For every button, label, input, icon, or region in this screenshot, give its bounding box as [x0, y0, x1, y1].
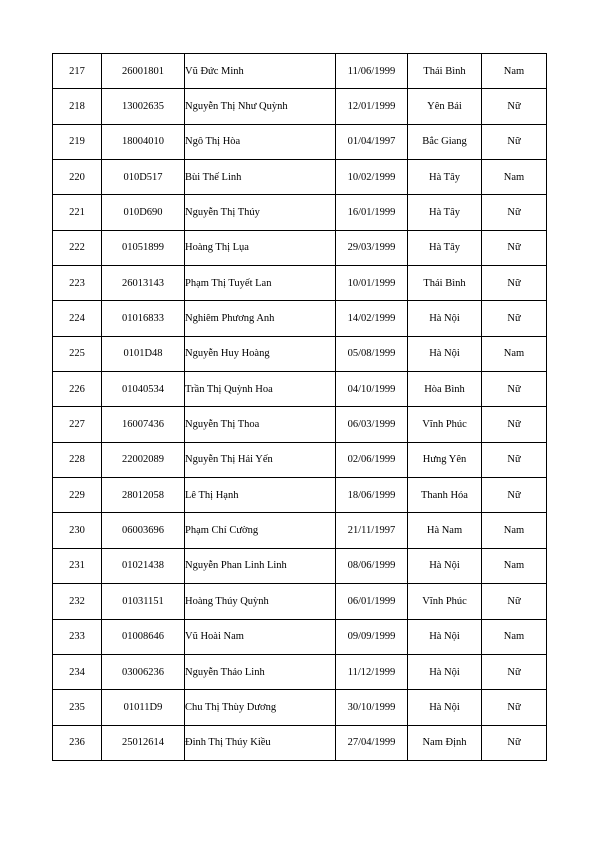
cell-student-code: 01031151	[102, 584, 185, 619]
cell-gender: Nữ	[482, 584, 547, 619]
table-row	[53, 725, 547, 760]
cell-birthplace: Hưng Yên	[408, 442, 482, 477]
cell-full-name: Đinh Thị Thúy Kiều	[185, 725, 336, 760]
cell-birthplace: Bắc Giang	[408, 124, 482, 159]
cell-gender: Nữ	[482, 124, 547, 159]
cell-birthplace: Nam Định	[408, 725, 482, 760]
cell-student-code: 28012058	[102, 478, 185, 513]
cell-index: 231	[53, 548, 102, 583]
cell-gender: Nữ	[482, 372, 547, 407]
cell-full-name: Nguyễn Thị Thoa	[185, 407, 336, 442]
cell-full-name: Nghiêm Phương Anh	[185, 301, 336, 336]
cell-full-name: Nguyễn Phan Linh Linh	[185, 548, 336, 583]
table-row	[53, 301, 547, 336]
table-row	[53, 195, 547, 230]
cell-date-of-birth: 16/01/1999	[336, 195, 408, 230]
cell-index: 218	[53, 89, 102, 124]
cell-index: 217	[53, 54, 102, 89]
cell-full-name: Chu Thị Thùy Dương	[185, 690, 336, 725]
table-row	[53, 619, 547, 654]
cell-index: 232	[53, 584, 102, 619]
cell-birthplace: Hà Nội	[408, 548, 482, 583]
cell-student-code: 06003696	[102, 513, 185, 548]
cell-index: 229	[53, 478, 102, 513]
cell-student-code: 01021438	[102, 548, 185, 583]
cell-index: 219	[53, 124, 102, 159]
cell-gender: Nữ	[482, 89, 547, 124]
cell-index: 227	[53, 407, 102, 442]
cell-index: 230	[53, 513, 102, 548]
cell-student-code: 01011D9	[102, 690, 185, 725]
cell-full-name: Nguyễn Huy Hoàng	[185, 336, 336, 371]
cell-birthplace: Hà Nội	[408, 336, 482, 371]
cell-gender: Nữ	[482, 407, 547, 442]
cell-date-of-birth: 04/10/1999	[336, 372, 408, 407]
cell-full-name: Nguyễn Thảo Linh	[185, 654, 336, 689]
cell-date-of-birth: 01/04/1997	[336, 124, 408, 159]
table-row	[53, 372, 547, 407]
cell-date-of-birth: 30/10/1999	[336, 690, 408, 725]
table-row	[53, 690, 547, 725]
cell-gender: Nam	[482, 513, 547, 548]
cell-student-code: 0101D48	[102, 336, 185, 371]
table-row	[53, 54, 547, 89]
cell-date-of-birth: 10/01/1999	[336, 266, 408, 301]
cell-full-name: Phạm Chí Cường	[185, 513, 336, 548]
table-row	[53, 513, 547, 548]
cell-gender: Nữ	[482, 654, 547, 689]
table-row	[53, 442, 547, 477]
cell-gender: Nữ	[482, 301, 547, 336]
cell-birthplace: Hà Nam	[408, 513, 482, 548]
table-row	[53, 548, 547, 583]
table-body	[53, 54, 547, 761]
cell-gender: Nữ	[482, 266, 547, 301]
cell-gender: Nữ	[482, 230, 547, 265]
cell-date-of-birth: 29/03/1999	[336, 230, 408, 265]
cell-birthplace: Vĩnh Phúc	[408, 584, 482, 619]
cell-gender: Nam	[482, 336, 547, 371]
cell-index: 221	[53, 195, 102, 230]
cell-gender: Nam	[482, 619, 547, 654]
cell-gender: Nam	[482, 54, 547, 89]
cell-full-name: Vũ Đức Minh	[185, 54, 336, 89]
cell-index: 220	[53, 160, 102, 195]
cell-index: 225	[53, 336, 102, 371]
cell-student-code: 18004010	[102, 124, 185, 159]
cell-date-of-birth: 21/11/1997	[336, 513, 408, 548]
cell-gender: Nữ	[482, 478, 547, 513]
cell-birthplace: Thái Bình	[408, 266, 482, 301]
cell-full-name: Ngô Thị Hòa	[185, 124, 336, 159]
cell-student-code: 010D517	[102, 160, 185, 195]
table-row	[53, 478, 547, 513]
cell-index: 234	[53, 654, 102, 689]
cell-student-code: 26013143	[102, 266, 185, 301]
cell-full-name: Nguyễn Thị Như Quỳnh	[185, 89, 336, 124]
cell-gender: Nữ	[482, 442, 547, 477]
cell-date-of-birth: 08/06/1999	[336, 548, 408, 583]
cell-student-code: 01051899	[102, 230, 185, 265]
cell-index: 222	[53, 230, 102, 265]
cell-birthplace: Hà Nội	[408, 619, 482, 654]
cell-date-of-birth: 06/01/1999	[336, 584, 408, 619]
cell-birthplace: Hà Tây	[408, 160, 482, 195]
table-row	[53, 336, 547, 371]
cell-date-of-birth: 02/06/1999	[336, 442, 408, 477]
cell-student-code: 13002635	[102, 89, 185, 124]
cell-birthplace: Hòa Bình	[408, 372, 482, 407]
cell-full-name: Hoàng Thúy Quỳnh	[185, 584, 336, 619]
cell-birthplace: Hà Nội	[408, 654, 482, 689]
cell-date-of-birth: 27/04/1999	[336, 725, 408, 760]
cell-gender: Nam	[482, 160, 547, 195]
cell-birthplace: Hà Nội	[408, 690, 482, 725]
cell-date-of-birth: 11/12/1999	[336, 654, 408, 689]
cell-birthplace: Thái Bình	[408, 54, 482, 89]
cell-student-code: 010D690	[102, 195, 185, 230]
cell-index: 226	[53, 372, 102, 407]
cell-student-code: 26001801	[102, 54, 185, 89]
cell-gender: Nữ	[482, 195, 547, 230]
cell-date-of-birth: 06/03/1999	[336, 407, 408, 442]
cell-index: 223	[53, 266, 102, 301]
cell-full-name: Nguyễn Thị Hải Yến	[185, 442, 336, 477]
cell-full-name: Hoàng Thị Lụa	[185, 230, 336, 265]
cell-date-of-birth: 05/08/1999	[336, 336, 408, 371]
table-row	[53, 160, 547, 195]
cell-student-code: 01008646	[102, 619, 185, 654]
cell-index: 235	[53, 690, 102, 725]
cell-index: 233	[53, 619, 102, 654]
cell-index: 236	[53, 725, 102, 760]
cell-date-of-birth: 11/06/1999	[336, 54, 408, 89]
table-row	[53, 89, 547, 124]
cell-full-name: Phạm Thị Tuyết Lan	[185, 266, 336, 301]
cell-student-code: 03006236	[102, 654, 185, 689]
table-row	[53, 654, 547, 689]
cell-birthplace: Hà Tây	[408, 195, 482, 230]
cell-student-code: 16007436	[102, 407, 185, 442]
cell-student-code: 01016833	[102, 301, 185, 336]
cell-full-name: Vũ Hoài Nam	[185, 619, 336, 654]
cell-full-name: Trần Thị Quỳnh Hoa	[185, 372, 336, 407]
table-row	[53, 584, 547, 619]
cell-date-of-birth: 18/06/1999	[336, 478, 408, 513]
cell-student-code: 25012614	[102, 725, 185, 760]
table-row	[53, 230, 547, 265]
cell-gender: Nữ	[482, 690, 547, 725]
cell-birthplace: Thanh Hóa	[408, 478, 482, 513]
cell-birthplace: Vĩnh Phúc	[408, 407, 482, 442]
cell-date-of-birth: 09/09/1999	[336, 619, 408, 654]
cell-birthplace: Hà Tây	[408, 230, 482, 265]
cell-index: 224	[53, 301, 102, 336]
cell-full-name: Nguyễn Thị Thúy	[185, 195, 336, 230]
cell-date-of-birth: 12/01/1999	[336, 89, 408, 124]
cell-birthplace: Yên Bái	[408, 89, 482, 124]
cell-gender: Nữ	[482, 725, 547, 760]
cell-gender: Nam	[482, 548, 547, 583]
student-list-table	[52, 53, 547, 761]
table-row	[53, 407, 547, 442]
table-row	[53, 266, 547, 301]
cell-student-code: 01040534	[102, 372, 185, 407]
cell-full-name: Bùi Thế Linh	[185, 160, 336, 195]
cell-full-name: Lê Thị Hạnh	[185, 478, 336, 513]
cell-birthplace: Hà Nội	[408, 301, 482, 336]
table-row	[53, 124, 547, 159]
cell-date-of-birth: 10/02/1999	[336, 160, 408, 195]
cell-index: 228	[53, 442, 102, 477]
cell-date-of-birth: 14/02/1999	[336, 301, 408, 336]
cell-student-code: 22002089	[102, 442, 185, 477]
